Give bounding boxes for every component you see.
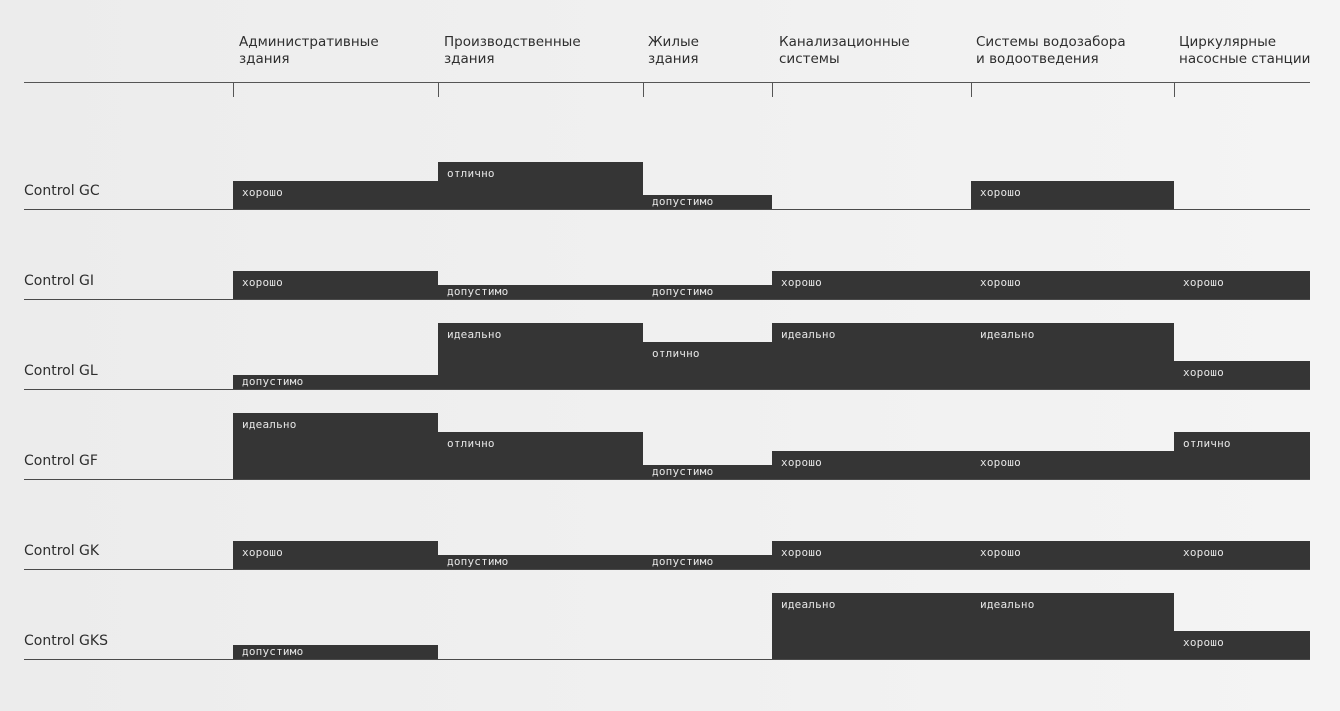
row-label: Control GC <box>24 183 100 199</box>
row-baseline <box>24 299 1310 300</box>
rating-label: допустимо <box>652 465 714 478</box>
column-header: Канализационные системы <box>779 34 910 67</box>
column-tick <box>1174 83 1175 97</box>
rating-label: допустимо <box>447 285 509 298</box>
rating-label: идеально <box>242 418 297 431</box>
column-tick <box>438 83 439 97</box>
rating-label: хорошо <box>781 276 822 289</box>
rating-label: идеально <box>980 598 1035 611</box>
rating-label: хорошо <box>242 276 283 289</box>
rating-label: допустимо <box>652 195 714 208</box>
rating-label: идеально <box>980 328 1035 341</box>
rating-label: хорошо <box>781 456 822 469</box>
row-label: Control GK <box>24 543 100 559</box>
rating-label: хорошо <box>242 186 283 199</box>
column-header: Административные здания <box>239 34 379 67</box>
rating-label: хорошо <box>1183 366 1224 379</box>
rating-label: отлично <box>447 437 495 450</box>
rating-label: отлично <box>652 347 700 360</box>
rating-label: отлично <box>1183 437 1231 450</box>
rating-label: хорошо <box>1183 546 1224 559</box>
row-label: Control GI <box>24 273 95 289</box>
row-baseline <box>24 209 1310 210</box>
row-label: Control GF <box>24 453 98 469</box>
row-label: Control GKS <box>24 633 108 649</box>
rating-label: допустимо <box>652 555 714 568</box>
rating-label: допустимо <box>447 555 509 568</box>
rating-label: отлично <box>447 167 495 180</box>
column-tick <box>643 83 644 97</box>
row-baseline <box>24 659 1310 660</box>
rating-label: допустимо <box>652 285 714 298</box>
column-header: Системы водозабора и водоотведения <box>976 34 1126 67</box>
rating-label: идеально <box>781 328 836 341</box>
rating-label: идеально <box>781 598 836 611</box>
rating-label: хорошо <box>980 546 1021 559</box>
column-header: Производственные здания <box>444 34 581 67</box>
rating-label: хорошо <box>980 186 1021 199</box>
column-tick <box>971 83 972 97</box>
rating-label: допустимо <box>242 375 304 388</box>
rating-label: хорошо <box>980 456 1021 469</box>
column-header: Жилые здания <box>648 34 699 67</box>
row-baseline <box>24 569 1310 570</box>
rating-label: хорошо <box>1183 276 1224 289</box>
column-header: Циркулярные насосные станции <box>1179 34 1311 67</box>
rating-label: хорошо <box>242 546 283 559</box>
column-tick <box>233 83 234 97</box>
rating-label: идеально <box>447 328 502 341</box>
row-baseline <box>24 479 1310 480</box>
rating-label: хорошо <box>980 276 1021 289</box>
rating-label: допустимо <box>242 645 304 658</box>
column-tick <box>772 83 773 97</box>
row-label: Control GL <box>24 363 98 379</box>
rating-label: хорошо <box>1183 636 1224 649</box>
rating-label: хорошо <box>781 546 822 559</box>
header-divider <box>24 82 1310 83</box>
row-baseline <box>24 389 1310 390</box>
